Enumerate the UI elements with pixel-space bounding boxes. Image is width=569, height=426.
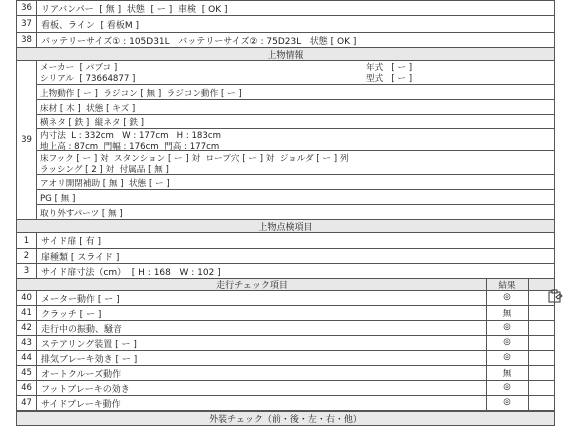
- neta-field: 横ネタ [ 鉄 ] 縦ネタ [ 鉄 ]: [40, 118, 145, 128]
- row-text: オートクルーズ動作: [41, 369, 122, 380]
- hooks-line-2: ラッシング [ 2 ] 対 付属品 [ 無 ]: [40, 165, 169, 175]
- divider: [36, 114, 555, 115]
- row-number: 36: [17, 1, 37, 15]
- ground-height: 地上高 : 87cm 門幅 : 176cm 門高 : 177cm: [40, 142, 220, 152]
- row-number: 44: [17, 351, 37, 365]
- row-text: サイドブレーキ動作: [41, 399, 121, 410]
- row-text: 扉種類 [ スライド ]: [41, 252, 120, 263]
- row-number: 42: [17, 321, 37, 335]
- drive-row-46: [16, 380, 555, 396]
- row-number: 38: [17, 33, 37, 47]
- removable-parts-field: 取り外すパーツ [ 無 ]: [40, 209, 123, 219]
- inspect-row-2: [16, 248, 555, 264]
- row-number: 46: [17, 381, 37, 395]
- section-header-exterior: 外装チェック（前・後・左・右・他）: [16, 411, 555, 426]
- serial-field: シリアル [ 73664877 ]: [40, 74, 136, 84]
- drive-row-43: [16, 335, 555, 351]
- drive-row-41: [16, 305, 555, 321]
- result-value: ◎: [503, 322, 511, 332]
- inner-dimensions: 内寸法 L : 332cm W : 177cm H : 183cm: [40, 131, 221, 141]
- row-number: 40: [17, 291, 37, 305]
- row-number: 47: [17, 396, 37, 410]
- divider: [36, 99, 555, 100]
- floor-field: 床材 [ 木 ] 状態 [ キズ ]: [40, 104, 136, 114]
- model-type-field: 型式 [ ー ]: [366, 74, 413, 84]
- row-text: 走行中の振動、騒音: [41, 324, 123, 335]
- row-number: 41: [17, 306, 37, 320]
- section-header-inspection: 上物点検項目: [16, 219, 555, 233]
- row-number: 3: [17, 264, 37, 278]
- row-text: バッテリーサイズ① : 105D31L バッテリーサイズ② : 75D23L 状態 [ OK ]: [41, 36, 357, 47]
- inspect-row-3: [16, 263, 555, 279]
- row-text: メーター動作 [ ー ]: [41, 294, 120, 305]
- drive-row-40: [16, 290, 555, 306]
- row-36: [16, 0, 555, 16]
- result-value: ◎: [503, 337, 511, 347]
- divider: [36, 189, 555, 190]
- row-text: リアバンパー [ 無 ] 状態 [ ー ] 車検 [ OK ]: [41, 4, 228, 15]
- row-37: [16, 15, 555, 33]
- row-number: 1: [17, 233, 37, 248]
- result-header: 結果: [498, 281, 516, 291]
- result-value: ◎: [503, 382, 511, 392]
- inspect-row-1: [16, 232, 555, 249]
- drive-check-title: 走行チェック項目: [216, 281, 288, 291]
- row-text: ステアリング装置 [ ー ]: [41, 339, 137, 350]
- hooks-line-1: 床フック [ ー ] 対 スタンション [ ー ] 対 ロープ穴 [ ー ] 対 ジョルダ [ ー ] 列: [40, 154, 349, 164]
- row-text: 排気ブレーキ効き [ ー ]: [41, 354, 138, 365]
- section-header-uwamono: 上物情報: [16, 47, 555, 61]
- result-value: ◎: [503, 292, 511, 302]
- drive-row-45: [16, 365, 555, 381]
- row-text: フットブレーキの効き: [41, 384, 130, 395]
- row-text: サイド扉 [ 有 ]: [41, 237, 101, 247]
- divider: [36, 84, 555, 85]
- row-number: 37: [17, 16, 37, 32]
- result-value: 無: [502, 309, 512, 319]
- model-year-field: 年式 [ ー ]: [366, 63, 413, 73]
- result-value: 無: [502, 369, 512, 379]
- divider: [36, 204, 555, 205]
- result-value: ◎: [503, 352, 511, 362]
- pg-field: PG [ 無 ]: [40, 194, 76, 204]
- row-number: 2: [17, 249, 37, 263]
- operation-field: 上物動作 [ ー ] ラジコン [ 無 ] ラジコン動作 [ ー ]: [40, 89, 242, 99]
- row-number: 39: [17, 61, 37, 219]
- maker-field: メーカー [ パブコ ]: [40, 63, 118, 73]
- drive-row-44: [16, 350, 555, 366]
- row-text: サイド扉寸法（cm） [ H : 168 W : 102 ]: [41, 267, 221, 278]
- row-text: クラッチ [ ー ]: [41, 309, 102, 320]
- drive-row-42: [16, 320, 555, 336]
- row-number: 43: [17, 336, 37, 350]
- aori-field: アオリ開閉補助 [ 無 ] 状態 [ ー ]: [40, 179, 170, 189]
- row-38: [16, 32, 555, 48]
- drive-row-47: [16, 395, 555, 411]
- row-text: 看板、ライン [ 看板M ]: [41, 20, 139, 31]
- row-number: 45: [17, 366, 37, 380]
- result-value: ◎: [503, 397, 511, 407]
